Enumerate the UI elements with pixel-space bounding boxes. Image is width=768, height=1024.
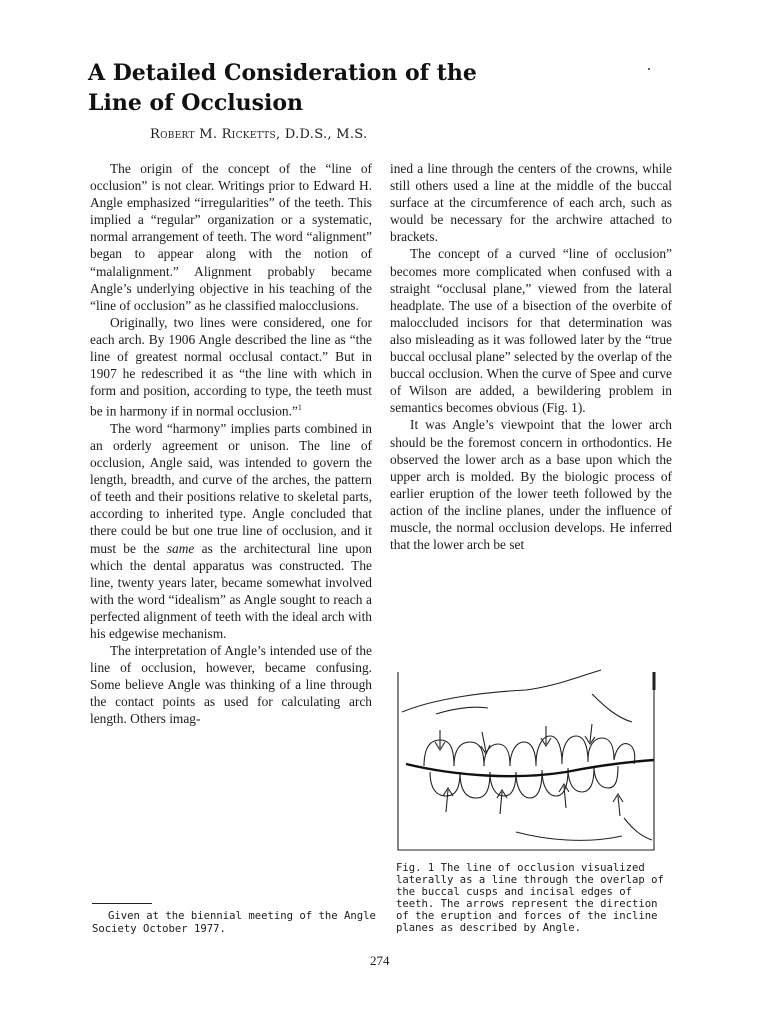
left-paragraph-2 xyxy=(90,314,372,420)
stray-dot-mark xyxy=(648,68,650,70)
upper-right-contour xyxy=(592,694,632,722)
upper-soft-tissue-line xyxy=(402,670,601,712)
title-line-2: Line of Occlusion xyxy=(88,90,303,116)
footnote-reference: 1 xyxy=(297,403,302,413)
footnote-divider xyxy=(92,903,152,904)
upper-molar-2 xyxy=(454,742,484,766)
figure-1-teeth-illustration xyxy=(396,668,658,854)
lower-incisor-2 xyxy=(594,766,618,788)
upper-premolar-2 xyxy=(510,742,536,766)
figure-caption: Fig. 1 The line of occlusion visualized laterally as a line through the overlap of the buccal cusps and incisal edges of teeth. The arrows represent the direction of the eruption and forces of the incline planes as described by Angle. xyxy=(396,862,664,934)
arrow-up-2 xyxy=(497,790,507,814)
dental-occlusion-drawing xyxy=(396,668,658,854)
upper-gum-contour xyxy=(436,707,488,714)
left-paragraph-3-text-b: as the architectural line upon which the dental apparatus was constructed. The line, twenty years later, became somewhat involved with the word “idealism” as Angle sought to reach a perfected alignment of teeth with the ideal arch with his edgewise mechanism. xyxy=(90,540,372,641)
left-paragraph-3 xyxy=(90,420,372,642)
article-title xyxy=(88,58,648,118)
upper-premolar-1 xyxy=(484,744,510,766)
footnote: Given at the biennial meeting of the Angle Society October 1977. xyxy=(92,910,376,935)
author-byline xyxy=(150,127,367,142)
emphasis-same: same xyxy=(166,540,195,556)
arrow-down-4 xyxy=(585,724,595,744)
author-credentials: , D.D.S., M.S. xyxy=(275,127,368,142)
lower-right-contour xyxy=(624,818,652,840)
left-paragraph-3-text-a: The word “harmony” implies parts combined in an orderly agreement or unison. The line of occlusion, Angle said, was intended to govern the length, breadth, and curve of the arches, the pattern of teeth and their positions relative to skeletal parts, according to inherited type. Angle concluded that there could be but one true line of occlusion, and it must be the xyxy=(90,420,372,556)
figure-frame xyxy=(398,672,654,850)
upper-incisor-1 xyxy=(562,736,588,762)
upper-molar-1 xyxy=(424,740,454,766)
right-column xyxy=(390,160,672,553)
arrow-up-1 xyxy=(443,788,453,812)
arrow-up-4 xyxy=(613,794,623,816)
right-paragraph-3: It was Angle’s viewpoint that the lower arch should be the foremost concern in orthodontics. He observed the lower arch as a base upon which the upper arch is molded. By the biologic process of earlier eruption of the lower teeth followed by the action of the incline planes, under the influence of muscle, the normal occlusion develops. He inferred that the lower arch be set xyxy=(390,417,672,553)
title-line-1: A Detailed Consideration of the xyxy=(88,60,477,86)
author-name: Robert M. Ricketts xyxy=(150,127,276,142)
right-paragraph-1: ined a line through the centers of the crowns, while still others used a line at the middle of the buccal surface at the circumference of each arch, such as would be necessary for the archwire attached to brackets. xyxy=(390,161,672,245)
right-paragraph-2: The concept of a curved “line of occlusion” becomes more complicated when confused with a straight “occlusal plane,” viewed from the lateral headplate. The use of a bisection of the overbite of maloccluded incisors for that determination was also misleading as it was followed later by the “true buccal occlusal plane” selected by the overlap of the buccal occlusion. When the curve of Spee and curve of Wilson are added, a bewildering problem in semantics becomes obvious (Fig. 1). xyxy=(390,246,672,416)
page-number: 274 xyxy=(370,953,390,968)
arrow-up-3 xyxy=(559,784,569,808)
lower-jaw-contour xyxy=(516,832,622,840)
line-of-occlusion xyxy=(406,760,654,776)
left-paragraph-4: The interpretation of Angle’s intended use of the line of occlusion, however, became confusing. Some believe Angle was thinking of a line through the contact points as used for calculating arch length. Others imag- xyxy=(90,643,372,727)
left-column xyxy=(90,160,372,728)
left-paragraph-2-text: Originally, two lines were considered, one for each arch. By 1906 Angle described the line as “the line of greatest normal occlusal contact.” But in 1907 he redescribed it as “the line with which in form and position, according to type, the teeth must be in harmony if in normal occlusion.” xyxy=(90,314,372,419)
left-paragraph-1: The origin of the concept of the “line of occlusion” is not clear. Writings prior to Edward H. Angle emphasized “irregularities” of the teeth. This implied a “regular” organization or a systematic, normal arrangement of teeth. The word “alignment” began to appear along with the notion of “malalignment.” Alignment probably became Angle’s underlying objective in his teaching of the “line of occlusion” as he classified malocclusions. xyxy=(90,161,372,313)
